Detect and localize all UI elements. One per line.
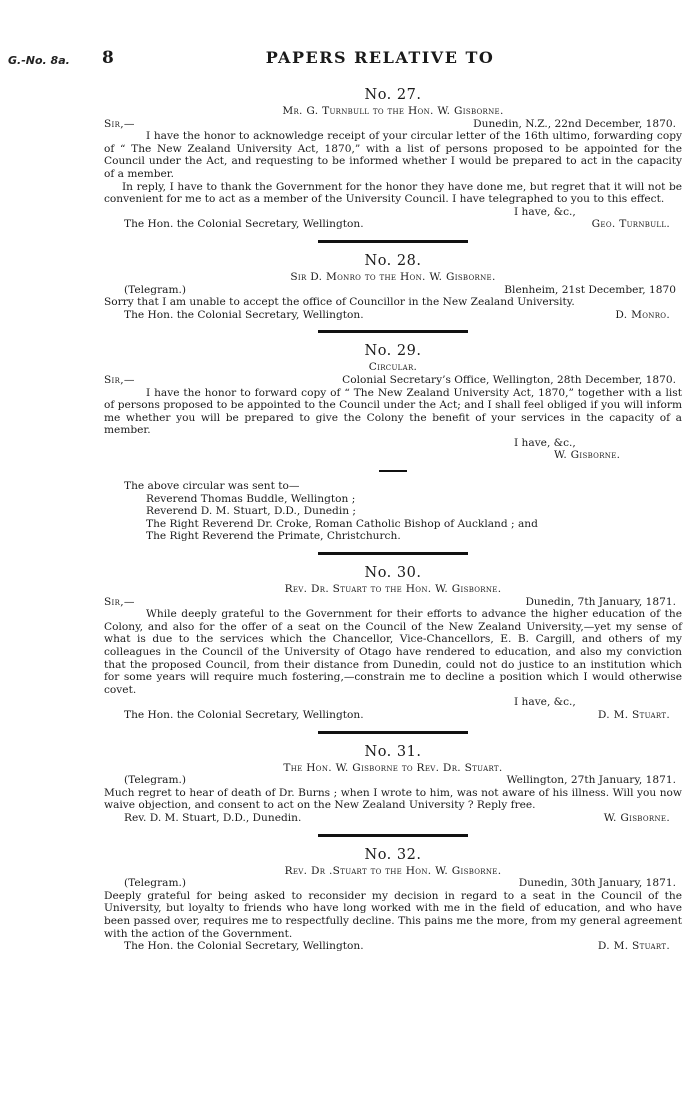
signature-row <box>104 940 682 953</box>
closing: I have, &c., <box>514 205 576 218</box>
paragraph: I have the honor to forward copy of “ The New Zealand University Act, 1870,” together with a list of persons proposed to be appointed to the Council under the Act; and I shall feel obliged if you will inform me whether you will be prepared to give the Colony the benefit of your services in the capacity of a member. <box>104 386 682 437</box>
telegram-row <box>104 877 682 890</box>
letter-31 <box>104 743 682 825</box>
recipient-list <box>104 493 682 543</box>
letter-number: No. 30. <box>364 565 422 582</box>
document-body <box>104 86 682 953</box>
letter-from-to: Rev. Dr .Stuart to the Hon. W. Gisborne. <box>284 864 502 877</box>
paragraph: Much regret to hear of death of Dr. Burns ; when I wrote to him, was not aware of his illness. Will you now waive objection, and consent to act on the New Zealand University ? Reply free. <box>104 786 682 812</box>
signature-row <box>104 309 682 322</box>
telegram-label: (Telegram.) <box>124 877 187 890</box>
signature-row <box>104 709 682 722</box>
recipient: The Right Reverend Dr. Croke, Roman Catholic Bishop of Auckland ; and <box>146 517 538 530</box>
closing: I have, &c., <box>514 436 576 449</box>
signature-row <box>104 218 682 231</box>
signature: D. M. Stuart. <box>597 940 670 953</box>
paragraph: I have the honor to acknowledge receipt of your circular letter of the 16th ultimo, forwarding copy of “ The New Zealand University Act, 1870,” with a list of persons proposed to be appointed for the Council under the Act, and requesting to be informed whether I would be prepared to act in the capacity of a member. <box>104 130 682 180</box>
letter-number: No. 31. <box>364 743 422 760</box>
circular-note: The above circular was sent to— <box>124 480 300 493</box>
letter-from-to: Sir D. Monro to the Hon. W. Gisborne. <box>290 270 496 283</box>
signature: Geo. Turnbull. <box>591 218 670 231</box>
page-header <box>0 48 700 74</box>
place-date: Dunedin, 7th January, 1871. <box>525 595 676 608</box>
letter-32 <box>104 846 682 953</box>
place-date: Blenheim, 21st December, 1870 <box>504 283 676 296</box>
telegram-label: (Telegram.) <box>124 774 187 787</box>
paragraph: While deeply grateful to the Government for their efforts to advance the higher education of the Colony, and also for the offer of a seat on the Council of the New Zealand University,—yet my sense of what is due to the services which the Chancellor, Vice-Chancellors, E. B. Cargill, and others of my colleagues in the Council of the University of Otago have rendered to education, and also my conviction that the proposed Council, from their distance from Dunedin, could not do justice to an institution which for some years will require much fostering,—constrain me to decline a position which I would otherwise covet. <box>104 608 682 696</box>
signature: D. Monro. <box>615 308 670 321</box>
place-date: Dunedin, N.Z., 22nd December, 1870. <box>473 117 676 130</box>
salutation-row <box>104 374 682 387</box>
letter-30 <box>104 564 682 722</box>
recipient: The Right Reverend the Primate, Christchurch. <box>146 530 401 543</box>
telegram-row <box>104 774 682 787</box>
section-divider <box>318 552 468 555</box>
letter-number: No. 32. <box>364 846 422 863</box>
salutation: Sir,— <box>104 117 135 130</box>
letter-27 <box>104 86 682 231</box>
running-title: PAPERS RELATIVE TO <box>265 48 495 67</box>
letter-from-to: The Hon. W. Gisborne to Rev. Dr. Stuart. <box>283 761 503 774</box>
telegram-label: (Telegram.) <box>124 283 187 296</box>
closing: I have, &c., <box>514 696 576 709</box>
addressee: Rev. D. M. Stuart, D.D., Dunedin. <box>124 811 302 824</box>
paragraph: In reply, I have to thank the Government for the honor they have done me, but regret that it will not be convenient for me to act as a member of the University Council. I have telegraphed to you to this effect. <box>104 180 682 206</box>
salutation: Sir,— <box>104 595 135 608</box>
letter-29 <box>104 342 682 543</box>
paragraph: Sorry that I am unable to accept the office of Councillor in the New Zealand University. <box>104 296 575 309</box>
letter-number: No. 29. <box>364 343 422 360</box>
letter-number: No. 28. <box>364 252 422 269</box>
letter-number: No. 27. <box>364 87 422 103</box>
place-date: Wellington, 27th January, 1871. <box>506 774 676 787</box>
page-number: 8 <box>102 48 114 68</box>
recipient: Reverend D. M. Stuart, D.D., Dunedin ; <box>146 505 356 518</box>
place-date: Dunedin, 30th January, 1871. <box>518 877 676 890</box>
signature-row <box>104 812 682 825</box>
section-divider <box>318 240 468 243</box>
letter-28 <box>104 252 682 321</box>
salutation-row <box>104 118 682 131</box>
recipient: Reverend Thomas Buddle, Wellington ; <box>146 492 356 505</box>
addressee: The Hon. the Colonial Secretary, Wellington. <box>124 218 364 231</box>
handwritten-reference: G.-No. 8a. <box>8 54 70 67</box>
addressee: The Hon. the Colonial Secretary, Wellington. <box>124 708 364 721</box>
paragraph: Deeply grateful for being asked to reconsider my decision in regard to a seat in the Council of the University, but loyalty to friends who have long worked with me in the field of education, and who have been passed over, requires me to respectfully decline. This pains me the more, from my general agreement with the action of the Government. <box>104 889 682 940</box>
letter-from-to: Mr. G. Turnbull to the Hon. W. Gisborne. <box>282 105 504 117</box>
section-divider <box>318 834 468 837</box>
short-divider <box>379 470 407 472</box>
circular-label: Circular. <box>368 361 418 374</box>
section-divider <box>318 731 468 734</box>
place-date: Colonial Secretary’s Office, Wellington, 28th December, 1870. <box>342 373 676 386</box>
salutation: Sir,— <box>104 373 135 386</box>
salutation-row <box>104 596 682 609</box>
signature: W. Gisborne. <box>554 449 621 462</box>
signature: W. Gisborne. <box>603 811 670 824</box>
telegram-row <box>104 284 682 297</box>
addressee: The Hon. the Colonial Secretary, Wellington. <box>124 940 364 953</box>
addressee: The Hon. the Colonial Secretary, Wellington. <box>124 308 364 321</box>
signature: D. M. Stuart. <box>597 708 670 721</box>
letter-from-to: Rev. Dr. Stuart to the Hon. W. Gisborne. <box>284 583 502 596</box>
section-divider <box>318 330 468 333</box>
